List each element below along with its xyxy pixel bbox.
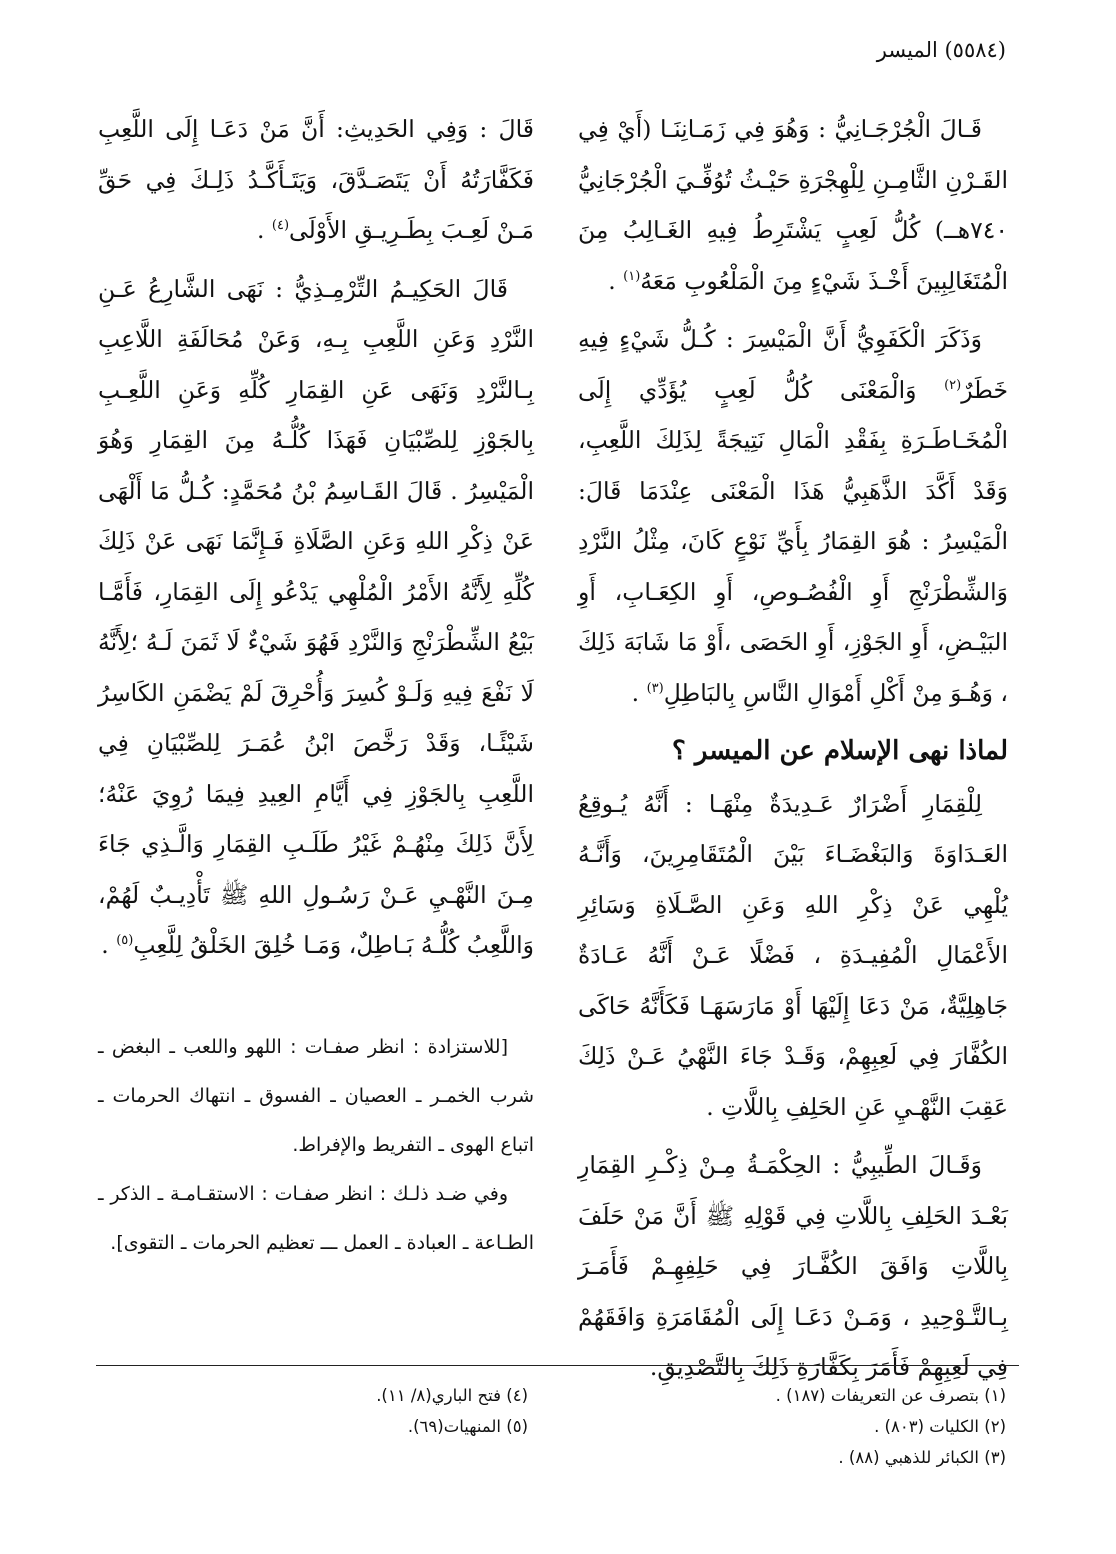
footnote-divider xyxy=(96,1365,1019,1366)
footnote-ref-3: (٣) xyxy=(646,680,664,696)
footnote-ref-1: (١) xyxy=(623,268,641,284)
footnote-ref-5: (٥) xyxy=(116,933,134,949)
footnote-2: (٢) الكليات (٨٠٣) . xyxy=(874,1417,1006,1436)
left-column xyxy=(98,104,534,1268)
footnote-ref-2: (٢) xyxy=(944,377,962,393)
footnotes-right xyxy=(586,1380,1006,1473)
paragraph-hadith xyxy=(98,104,534,256)
footnote-ref-4: (٤) xyxy=(271,218,290,234)
cross-reference-related: [للاستزادة : انظر صفـات : اللهو واللعب ـ البغض ـ شرب الخمـر ـ العصيان ـ الفسوق ـ انتهاك الحرمات ـ اتباع الهوى ـ التفريط والإفراط. xyxy=(98,1035,534,1156)
right-column xyxy=(578,104,1008,1401)
paragraph-end: . xyxy=(631,678,647,707)
cross-reference-opposite: وفي ضـد ذلـك : انظر صفـات : الاستقـامـة ـ الذكر ـ الطـاعة ـ العبادة ـ العمل ـــ تعظيم الحرمات ـ التقوى]. xyxy=(98,1182,534,1254)
paragraph-text: وَالْمَعْنَى كُلُّ لَعِبٍ يُؤَدِّي إِلَى الْمُخَـاطَـرَةِ بِفَقْدِ الْمَالِ نَتِيجَةً لِذَلِكَ اللَّعِبِ، وَقَدْ أَكَّدَ الذَّهَبِيُّ هَذَا الْمَعْنَى عِنْدَمَا قَالَ: الْمَيْسِرُ : هُوَ القِمَارُ بِأَيِّ نَوْعٍ كَانَ، مِثْلُ النَّرْدِ وَالشِّطْرَنْجِ أَوِ الْفُصُـوصِ، أَوِ الكِعَـابِ، أَوِ البَيْـضِ، أَوِ الجَوْزِ، أَوِ الحَصَى ،أَوْ مَا شَابَهَ ذَلِكَ ، وَهُـوَ مِنْ أَكْلِ أَمْوَالِ النَّاسِ بِالبَاطِلِ xyxy=(578,375,1008,707)
paragraph-tirmidhi xyxy=(98,264,534,971)
footnote-1: (١) بتصرف عن التعريفات (١٨٧) . xyxy=(775,1386,1006,1405)
paragraph-harms: لِلْقِمَارِ أَضْرَارٌ عَـدِيدَةٌ مِنْهَـا : أَنَّهُ يُـوقِعُ العَـدَاوَةَ وَالبَغْضَـاءَ بَيْنَ الْمُتَقَامِرِينَ، وَأَنَّـهُ يُلْهِي عَنْ ذِكْرِ اللهِ وَعَنِ الصَّـلَاةِ وَسَائِرِ الأَعْمَالِ الْمُفِيـدَةِ ، فَضْلًا عَـنْ أَنَّهُ عَـادَةٌ جَاهِلِيَّةٌ، مَنْ دَعَا إِلَيْهَا أَوْ مَارَسَهَـا فَكَأَنَّهُ حَاكَى الكُفَّارَ فِي لَعِبِهِمْ، وَقَـدْ جَاءَ النَّهْيُ عَـنْ ذَلِكَ عَقِبَ النَّهْـيِ عَنِ الحَلِفِ بِاللَّاتِ . xyxy=(578,789,1008,1121)
paragraph-text: قَـالَ الْجُرْجَـانِيُّ : وَهُوَ فِي زَمَـانِنَـا (أَيْ فِي القَـرْنِ الثَّامِـنِ لِلْهِجْرَةِ حَيْـثُ تُوُفِّـيَ الْجُرْجَانِيُّ ٧٤٠هــ) كُلُّ لَعِبٍ يَشْتَرِطُ فِيهِ الغَـالِبُ مِنَ الْمُتَغَالِبِينَ أَخْـذَ شَيْءٍ مِنَ الْمَلْعُوبِ مَعَهُ xyxy=(578,115,1008,295)
paragraph-end: . xyxy=(101,931,117,959)
footnote-4: (٤) فتح الباري(٨/ ١١). xyxy=(376,1386,528,1405)
paragraph-text: وَذَكَرَ الْكَفَوِيُّ أَنَّ الْمَيْسِرَ : كُـلُّ شَيْءٍ فِيهِ خَطَرٌ xyxy=(578,325,1008,404)
paragraph-kafawi xyxy=(578,314,1008,718)
running-header: (٥٥٨٤) الميسر xyxy=(876,38,1006,62)
paragraph-tibi: وَقَـالَ الطِّيبِيُّ : الحِكْمَـةُ مِـنْ ذِكْـرِ القِمَارِ بَعْـدَ الحَلِفِ بِاللَّاتِ فِي قَوْلِهِ ﷺ أَنَّ مَنْ حَلَفَ بِاللَّاتِ وَافَقَ الكُفَّـارَ فِي حَلِفِهِـمْ فَأَمَـرَ بِـالتَّـوْحِيدِ ، وَمَـنْ دَعَـا إِلَى الْمُقَامَرَةِ وَافَقَهُمْ فِي لَعِبِهِمْ فَأَمَرَ بِكَفَّارَةِ ذَلِكَ بِالتَّصْدِيقِ. xyxy=(578,1151,1008,1381)
paragraph-text: قَالَ : وَفِي الحَدِيثِ: أَنَّ مَنْ دَعَـا إِلَى اللَّعِبِ فَكَفَّارَتُهُ أَنْ يَتَصَـدَّقَ، وَيَتَـأَكَّـدُ ذَلِـكَ فِي حَقِّ مَـنْ لَعِـبَ بِطَـرِيـقِ الأَوْلَى xyxy=(98,115,534,244)
cross-reference-block xyxy=(98,1023,534,1268)
footnotes-left xyxy=(108,1380,528,1442)
paragraph-text: قَالَ الحَكِيـمُ التِّرْمِـذِيُّ : نَهَى الشَّارِعُ عَـنِ النَّرْدِ وَعَنِ اللَّعِبِ بِـهِ، وَعَنْ مُحَالَفَةِ اللَّاعِبِ بِـالنَّرْدِ وَنَهَى عَنِ القِمَارِ كُلِّهِ وَعَنِ اللَّعِـبِ بِالجَوْزِ لِلصِّبْيَانِ فَهَذَا كُلُّـهُ مِنَ القِمَارِ وَهُوَ الْمَيْسِرُ . قَالَ القَـاسِمُ بْنُ مُحَمَّدٍ: كُـلُّ مَا أَلْهَى عَنْ ذِكْرِ اللهِ وَعَنِ الصَّلَاةِ فَـإِنَّمَا نَهَى عَنْ ذَلِكَ كُلِّهِ لِأَنَّهُ الأَمْرُ الْمُلْهِي يَدْعُو إِلَى القِمَارِ، فَأَمَّـا بَيْعُ الشِّطْرَنْجِ وَالنَّرْدِ فَهُوَ شَيْءٌ لَا ثَمَنَ لَـهُ ؛لِأَنَّهُ لَا نَفْعَ فِيهِ وَلَـوْ كُسِرَ وَأُحْرِقَ لَمْ يَضْمَنِ الكَاسِرُ شَيْئًـا، وَقَدْ رَخَّصَ ابْنُ عُمَـرَ لِلصِّبْيَانِ فِي اللَّعِبِ بِالجَوْزِ فِي أَيَّامِ العِيدِ فِيمَا رُوِيَ عَنْهُ؛ لِأَنَّ ذَلِكَ مِنْهُـمْ غَيْرُ طَلَـبِ القِمَارِ وَالَّـذِي جَاءَ مِـنَ النَّهْـيِ عَـنْ رَسُـولِ اللهِ ﷺ تَأْدِيـبٌ لَهُمْ، وَاللَّعِبُ كُلُّـهُ بَـاطِلٌ، وَمَـا خُلِقَ الخَلْقُ لِلَّعِبِ xyxy=(98,274,534,959)
section-heading: لماذا نهى الإسلام عن الميسر ؟ xyxy=(672,736,1008,766)
paragraph-jurjani xyxy=(578,104,1008,306)
paragraph-end: . xyxy=(256,216,272,244)
footnote-3: (٣) الكبائر للذهبي (٨٨) . xyxy=(838,1448,1006,1467)
footnote-5: (٥) المنهيات(٦٩). xyxy=(407,1417,528,1436)
paragraph-end: . xyxy=(608,266,624,295)
